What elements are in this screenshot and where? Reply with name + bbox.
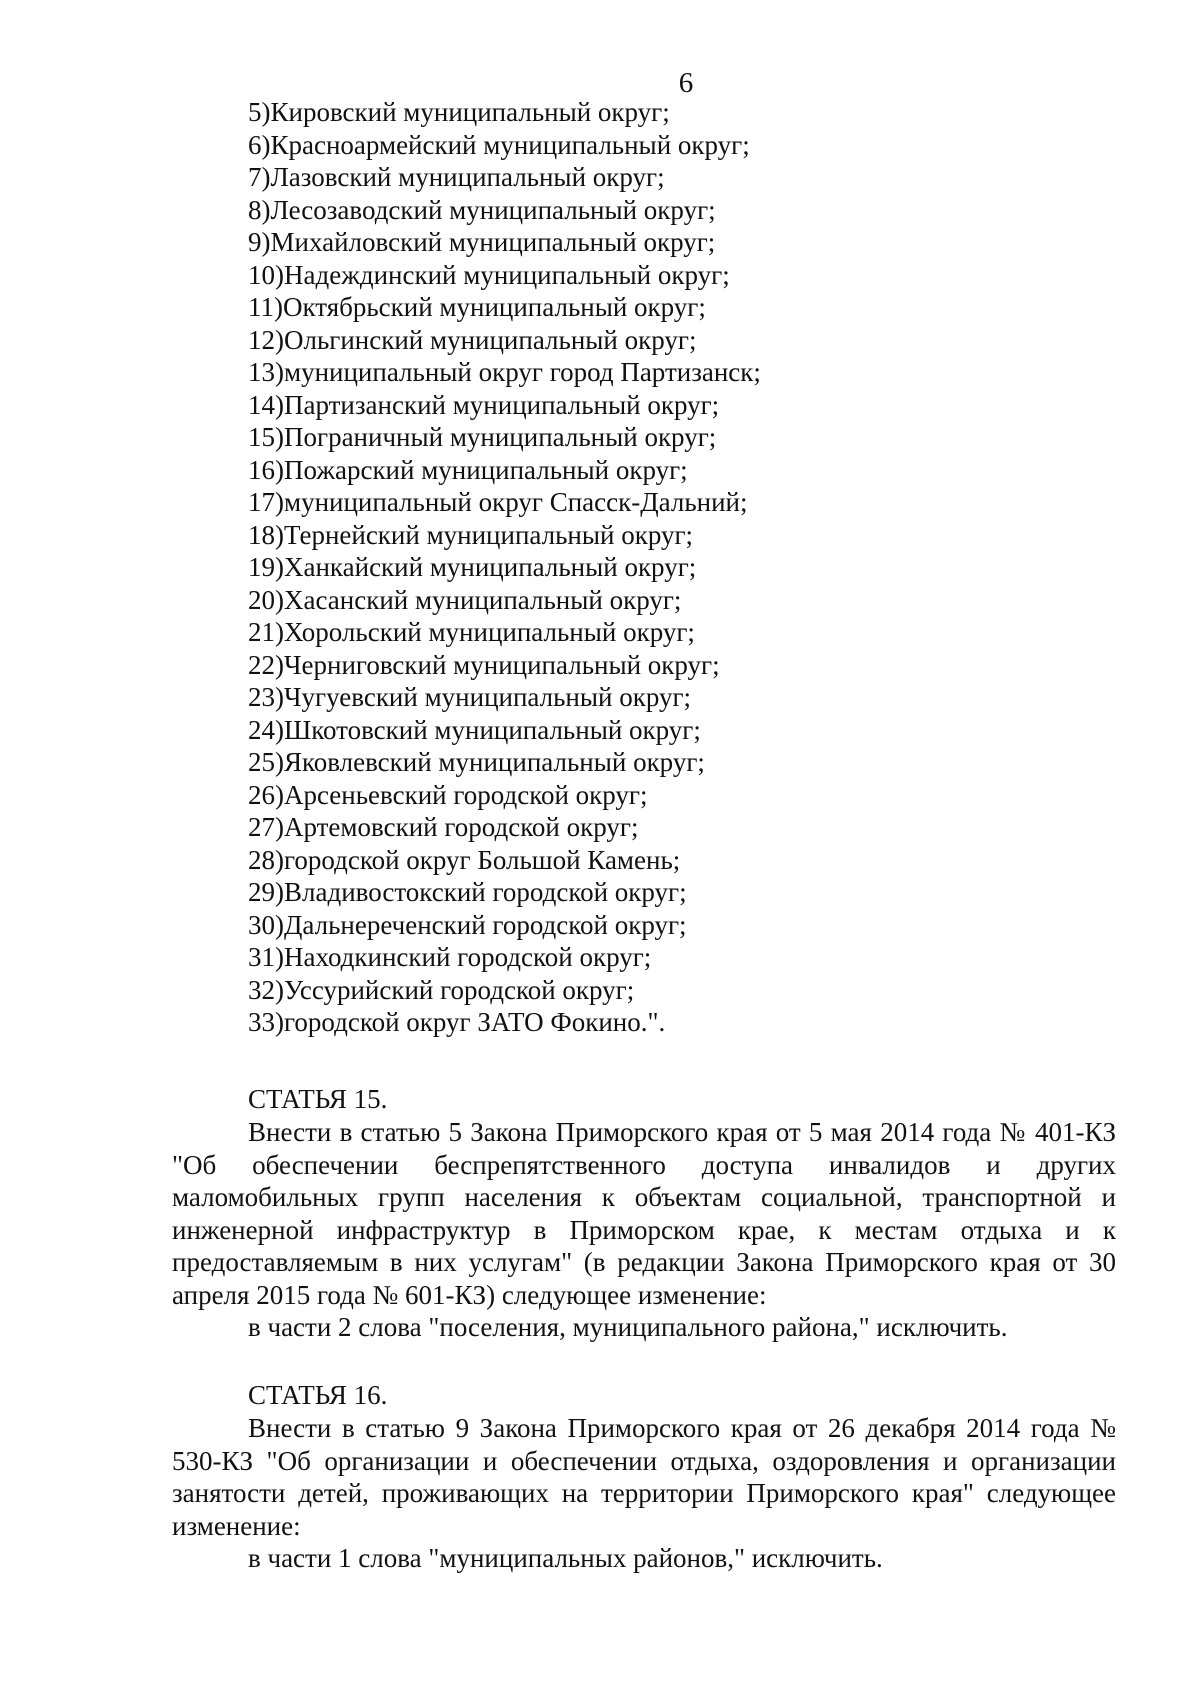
article-15-body: Внести в статью 5 Закона Приморского края от 5 мая 2014 года № 401-КЗ "Об обеспечении беспрепятственного доступа инвалидов и других маломобильных групп населения к объектам социальной, транспортной и инженерной инфраструктур в Приморском крае, к местам отдыха и к предоставляемым в них услугам" (в редакции Закона Приморского края от 30 апреля 2015 года № 601-КЗ) следующее изменение: — [172, 1117, 1116, 1310]
list-item: 12)Ольгинский муниципальный округ; — [248, 324, 697, 355]
page-number: 6 — [678, 67, 694, 99]
list-item: 11)Октябрьский муниципальный округ; — [248, 292, 706, 322]
list-item: 30)Дальнереченский городской округ; — [248, 909, 687, 940]
list-item: 24)Шкотовский муниципальный округ; — [248, 714, 701, 745]
municipal-list — [248, 96, 1148, 1039]
list-item: 16)Пожарский муниципальный округ; — [248, 454, 688, 485]
list-item: 25)Яковлевский муниципальный округ; — [248, 747, 705, 777]
list-item: 17)муниципальный округ Спасск-Дальний; — [248, 487, 748, 517]
list-item: 15)Пограничный муниципальный округ; — [248, 422, 717, 452]
list-item: 18)Тернейский муниципальный округ; — [248, 519, 694, 550]
article-16-body: Внести в статью 9 Закона Приморского края от 26 декабря 2014 года № 530-КЗ "Об организации и обеспечении отдыха, оздоровления и организации занятости детей, проживающих на территории Приморского края" следующее изменение: — [172, 1413, 1116, 1541]
list-item: 19)Ханкайский муниципальный округ; — [248, 552, 697, 582]
list-item: 26)Арсеньевский городской округ; — [248, 779, 648, 810]
list-item: 27)Артемовский городской округ; — [248, 812, 639, 842]
article-15-change: в части 2 слова "поселения, муниципального района," исключить. — [248, 1312, 1008, 1342]
article-15 — [172, 1082, 1116, 1344]
list-item: 33)городской округ ЗАТО Фокино.". — [248, 1007, 666, 1037]
list-item: 20)Хасанский муниципальный округ; — [248, 584, 682, 615]
list-item: 29)Владивостокский городской округ; — [248, 877, 687, 907]
list-item: 31)Находкинский городской округ; — [248, 942, 652, 972]
list-item: 21)Хорольский муниципальный округ; — [248, 617, 695, 647]
list-item: 22)Черниговский муниципальный округ; — [248, 649, 720, 680]
list-item: 13)муниципальный округ город Партизанск; — [248, 357, 761, 387]
list-item: 7)Лазовский муниципальный округ; — [248, 162, 665, 192]
list-item: 32)Уссурийский городской округ; — [248, 974, 635, 1005]
list-item: 6)Красноармейский муниципальный округ; — [248, 129, 750, 160]
article-16-title: СТАТЬЯ 16. — [248, 1380, 388, 1410]
list-item: 5)Кировский муниципальный округ; — [248, 97, 670, 127]
article-16-change: в части 1 слова "муниципальных районов," исключить. — [248, 1543, 883, 1573]
article-15-title: СТАТЬЯ 15. — [248, 1084, 388, 1114]
list-item: 14)Партизанский муниципальный округ; — [248, 389, 720, 420]
list-item: 8)Лесозаводский муниципальный округ; — [248, 194, 716, 225]
list-item: 9)Михайловский муниципальный округ; — [248, 227, 716, 257]
list-item: 23)Чугуевский муниципальный округ; — [248, 682, 692, 712]
article-16 — [172, 1378, 1116, 1575]
list-item: 28)городской округ Большой Камень; — [248, 844, 681, 875]
list-item: 10)Надеждинский муниципальный округ; — [248, 259, 730, 290]
